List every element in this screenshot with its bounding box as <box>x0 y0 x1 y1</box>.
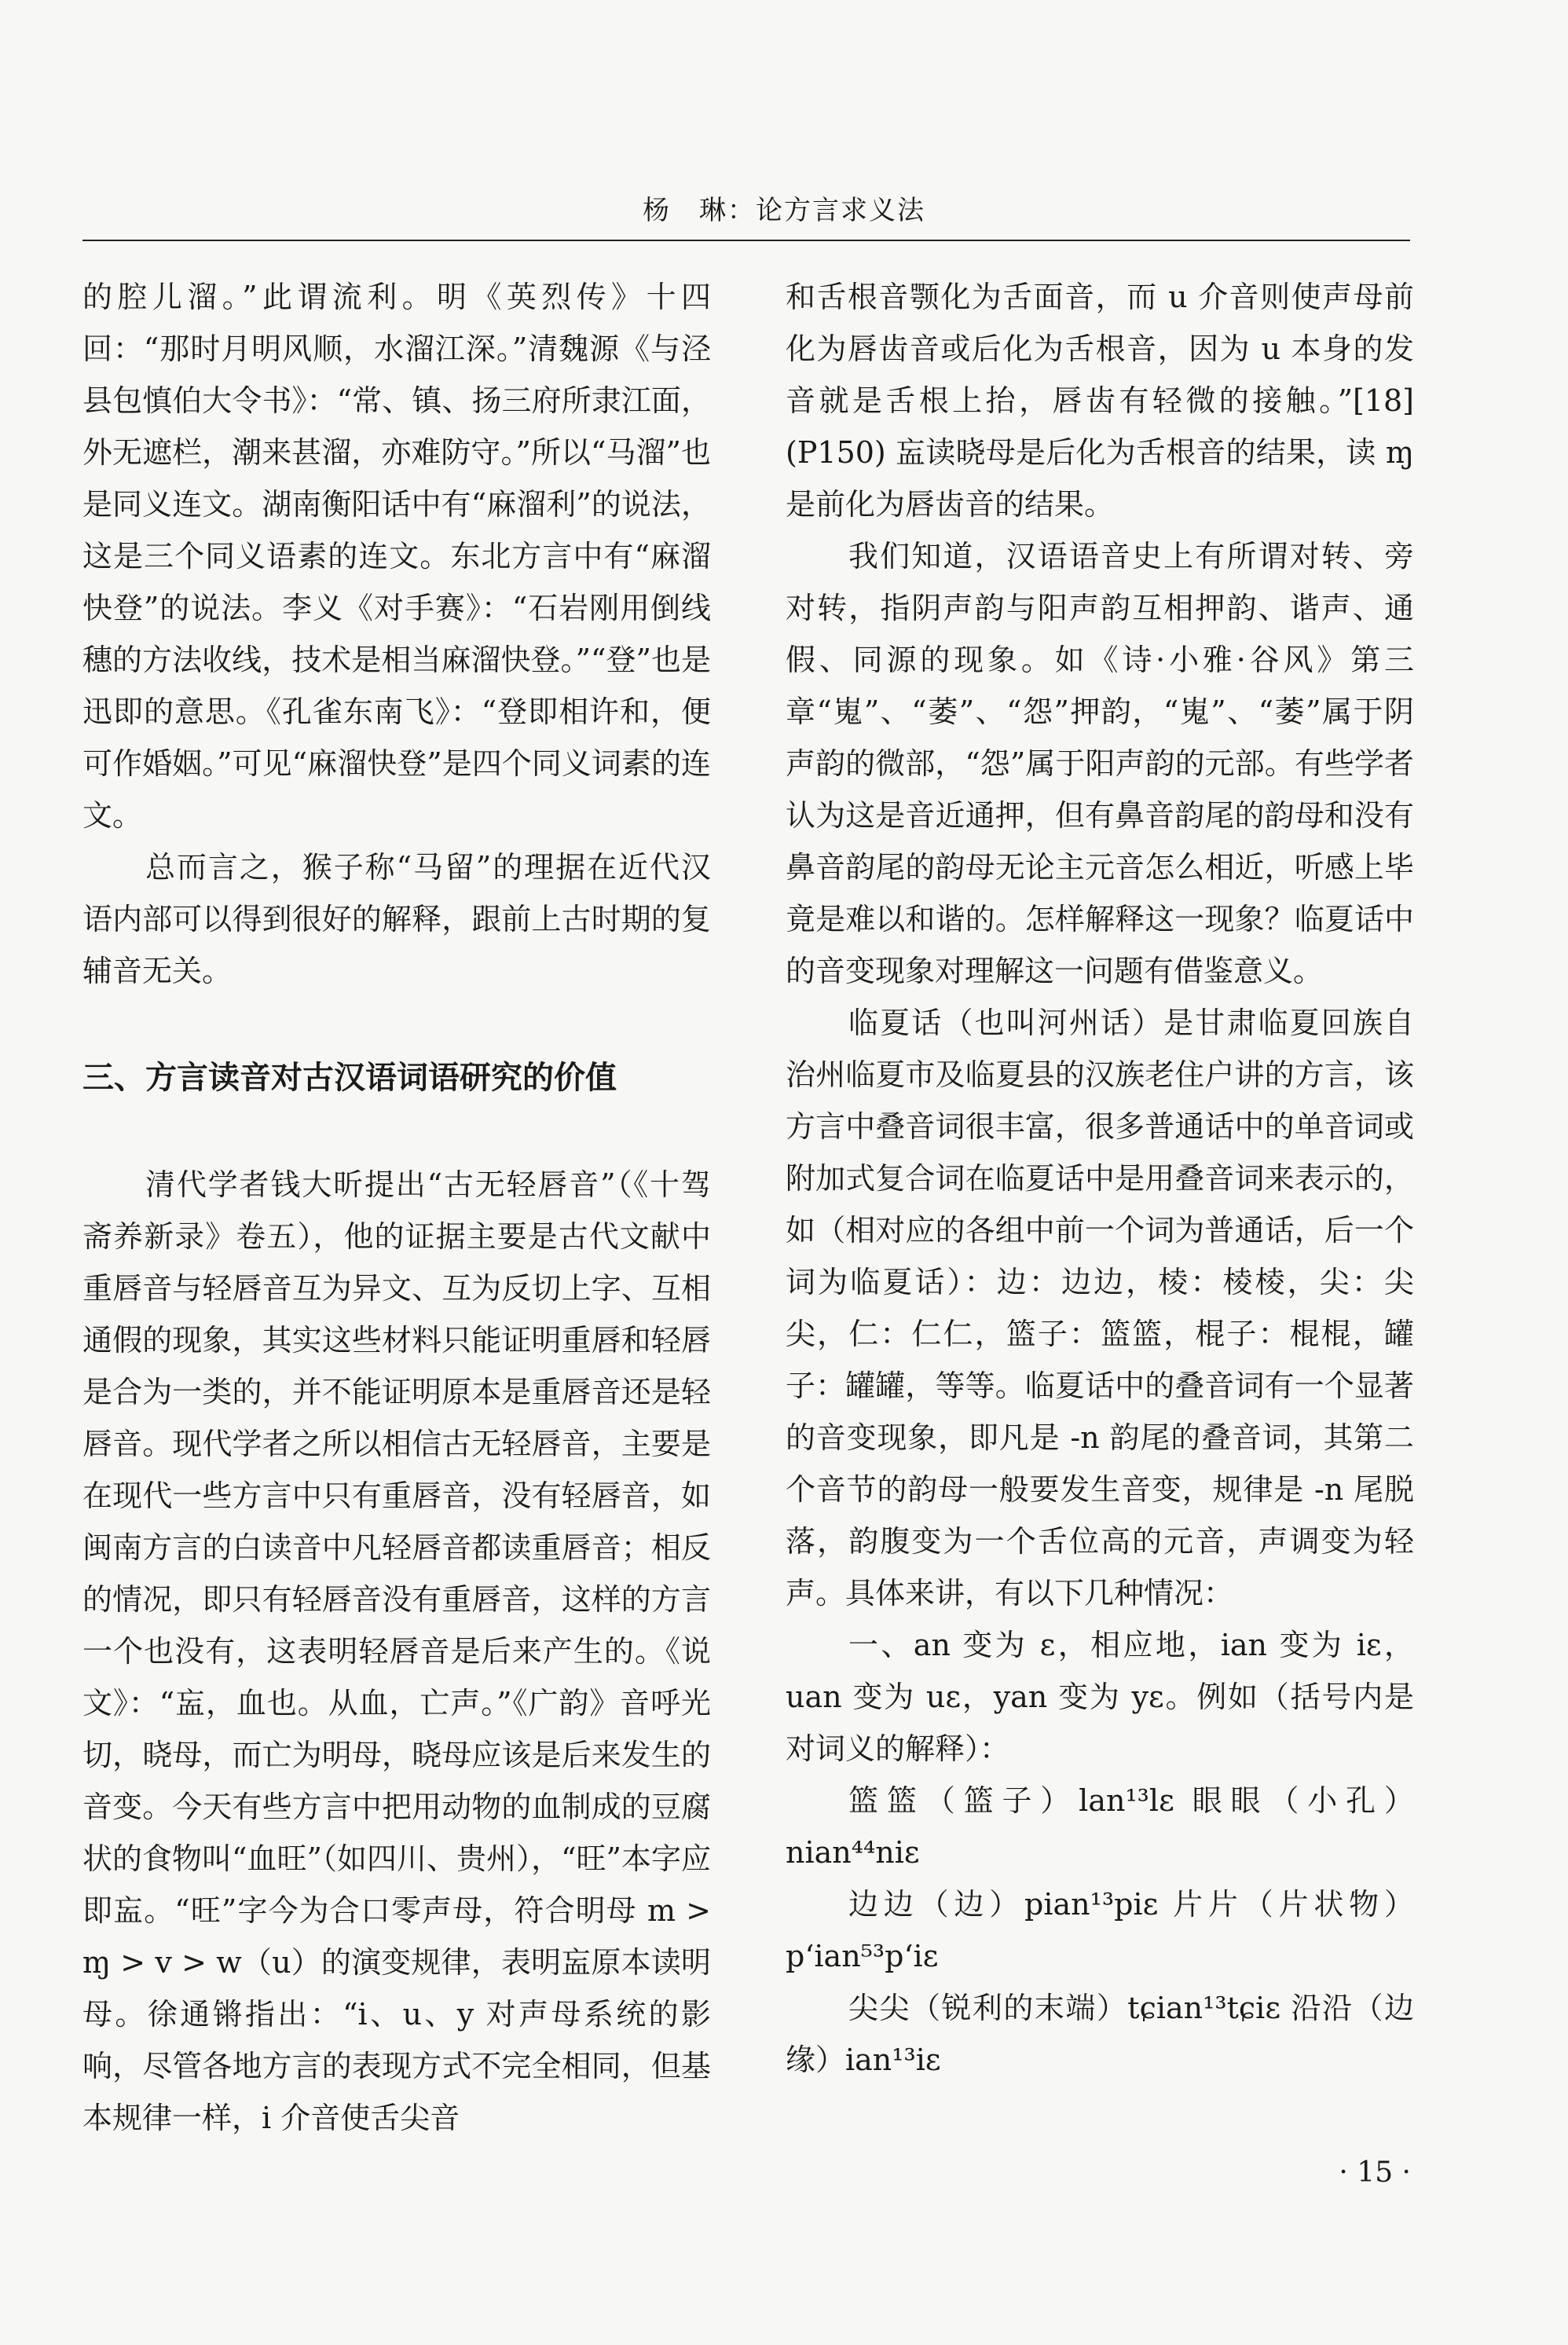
paragraph: 清代学者钱大昕提出“古无轻唇音”（《十驾斋养新录》卷五），他的证据主要是古代文献中重唇音与轻唇音互为异文、互为反切上字、互相通假的现象，其实这些材料只能证明重唇和轻唇是合为一类的，并不能证明原本是重唇音还是轻唇音。现代学者之所以相信古无轻唇音，主要是在现代一些方言中只有重唇音，没有轻唇音，如闽南方言的白读音中凡轻唇音都读重唇音；相反的情况，即只有轻唇音没有重唇音，这样的方言一个也没有，这表明轻唇音是后来产生的。《说文》：“衁，血也。从血，亡声。”《广韵》音呼光切，晓母，而亡为明母，晓母应该是后来发生的音变。今天有些方言中把用动物的血制成的豆腐状的食物叫“血旺”（如四川、贵州），“旺”本字应即衁。“旺”字今为合口零声母，符合明母 m > ɱ > v > w（u）的演变规律，表明衁原本读明母。徐通锵指出：“i、u、y 对声母系统的影响，尽管各地方言的表现方式不完全相同，但基本规律一样，i 介音使舌尖音 <box>82 1167 711 2135</box>
page-number: · 15 · <box>1339 2156 1411 2189</box>
paragraph: 临夏话（也叫河州话）是甘肃临夏回族自治州临夏市及临夏县的汉族老住户讲的方言，该方言中叠音词很丰富，很多普通话中的单音词或附加式复合词在临夏话中是用叠音词来表示的，如（相对应的各组中前一个词为普通话，后一个词为临夏话）：边：边边，棱：棱棱，尖：尖尖，仁：仁仁，篮子：篮篮，棍子：棍棍，罐子：罐罐，等等。临夏话中的叠音词有一个显著的音变现象，即凡是 -n 韵尾的叠音词，其第二个音节的韵母一般要发生音变，规律是 -n 尾脱落，韵腹变为一个舌位高的元音，声调变为轻声。具体来讲，有以下几种情况： <box>786 1006 1414 1610</box>
paragraph: 的腔儿溜。”此谓流利。明《英烈传》十四回：“那时月明风顺，水溜江深。”清魏源《与泾县包慎伯大令书》：“常、镇、扬三府所隶江面，外无遮栏，潮来甚溜，亦难防守。”所以“马溜”也是同义连文。湖南衡阳话中有“麻溜利”的说法，这是三个同义语素的连文。东北方言中有“麻溜快登”的说法。李义《对手赛》：“石岩刚用倒线穗的方法收线，技术是相当麻溜快登。”“登”也是迅即的意思。《孔雀东南飞》：“登即相许和，便可作婚姻。”可见“麻溜快登”是四个同义词素的连文。 <box>82 280 711 833</box>
left-column <box>82 271 711 2144</box>
paragraph: 和舌根音颚化为舌面音，而 u 介音则使声母前化为唇齿音或后化为舌根音，因为 u 本身的发 音就是舌根上抬，唇齿有轻微的接触。”[18](P150) 衁读晓母是后化为舌根音的结果，读 ɱ 是前化为唇齿音的结果。 <box>786 280 1445 522</box>
header-rule <box>82 240 1410 241</box>
paragraph: 一、an 变为 ɛ，相应地，ian 变为 iɛ，uan 变为 uɛ，yan 变为 yɛ。例如（括号内是对词义的解释）： <box>786 1628 1414 1766</box>
example-line: 边边（边）pian¹³piɛ 片片（片状物）p‘ian⁵³p‘iɛ <box>786 1887 1414 1973</box>
section-heading: 三、方言读音对古汉语词语研究的价值 <box>82 1060 617 1096</box>
paragraph: 我们知道，汉语语音史上有所谓对转、旁对转，指阴声韵与阳声韵互相押韵、谐声、通假、同源的现象。如《诗·小雅·谷风》第三章“嵬”、“萎”、“怨”押韵，“嵬”、“萎”属于阴声韵的微部，“怨”属于阳声韵的元部。有些学者认为这是音近通押，但有鼻音韵尾的韵母和没有鼻音韵尾的韵母无论主元音怎么相近，听感上毕竟是难以和谐的。怎样解释这一现象？临夏话中的音变现象对理解这一问题有借鉴意义。 <box>786 539 1414 988</box>
example-line: 尖尖（锐利的末端）tɕian¹³tɕiɛ 沿沿（边缘）ian¹³iɛ <box>786 1991 1414 2077</box>
paragraph: 总而言之，猴子称“马留”的理据在近代汉语内部可以得到很好的解释，跟前上古时期的复辅音无关。 <box>82 850 711 988</box>
running-header: 杨 琳：论方言求义法 <box>643 195 925 226</box>
right-column <box>786 271 1445 2086</box>
example-line: 篮篮（篮子）lan¹³lɛ 眼眼（小孔）nian⁴⁴niɛ <box>786 1783 1414 1870</box>
